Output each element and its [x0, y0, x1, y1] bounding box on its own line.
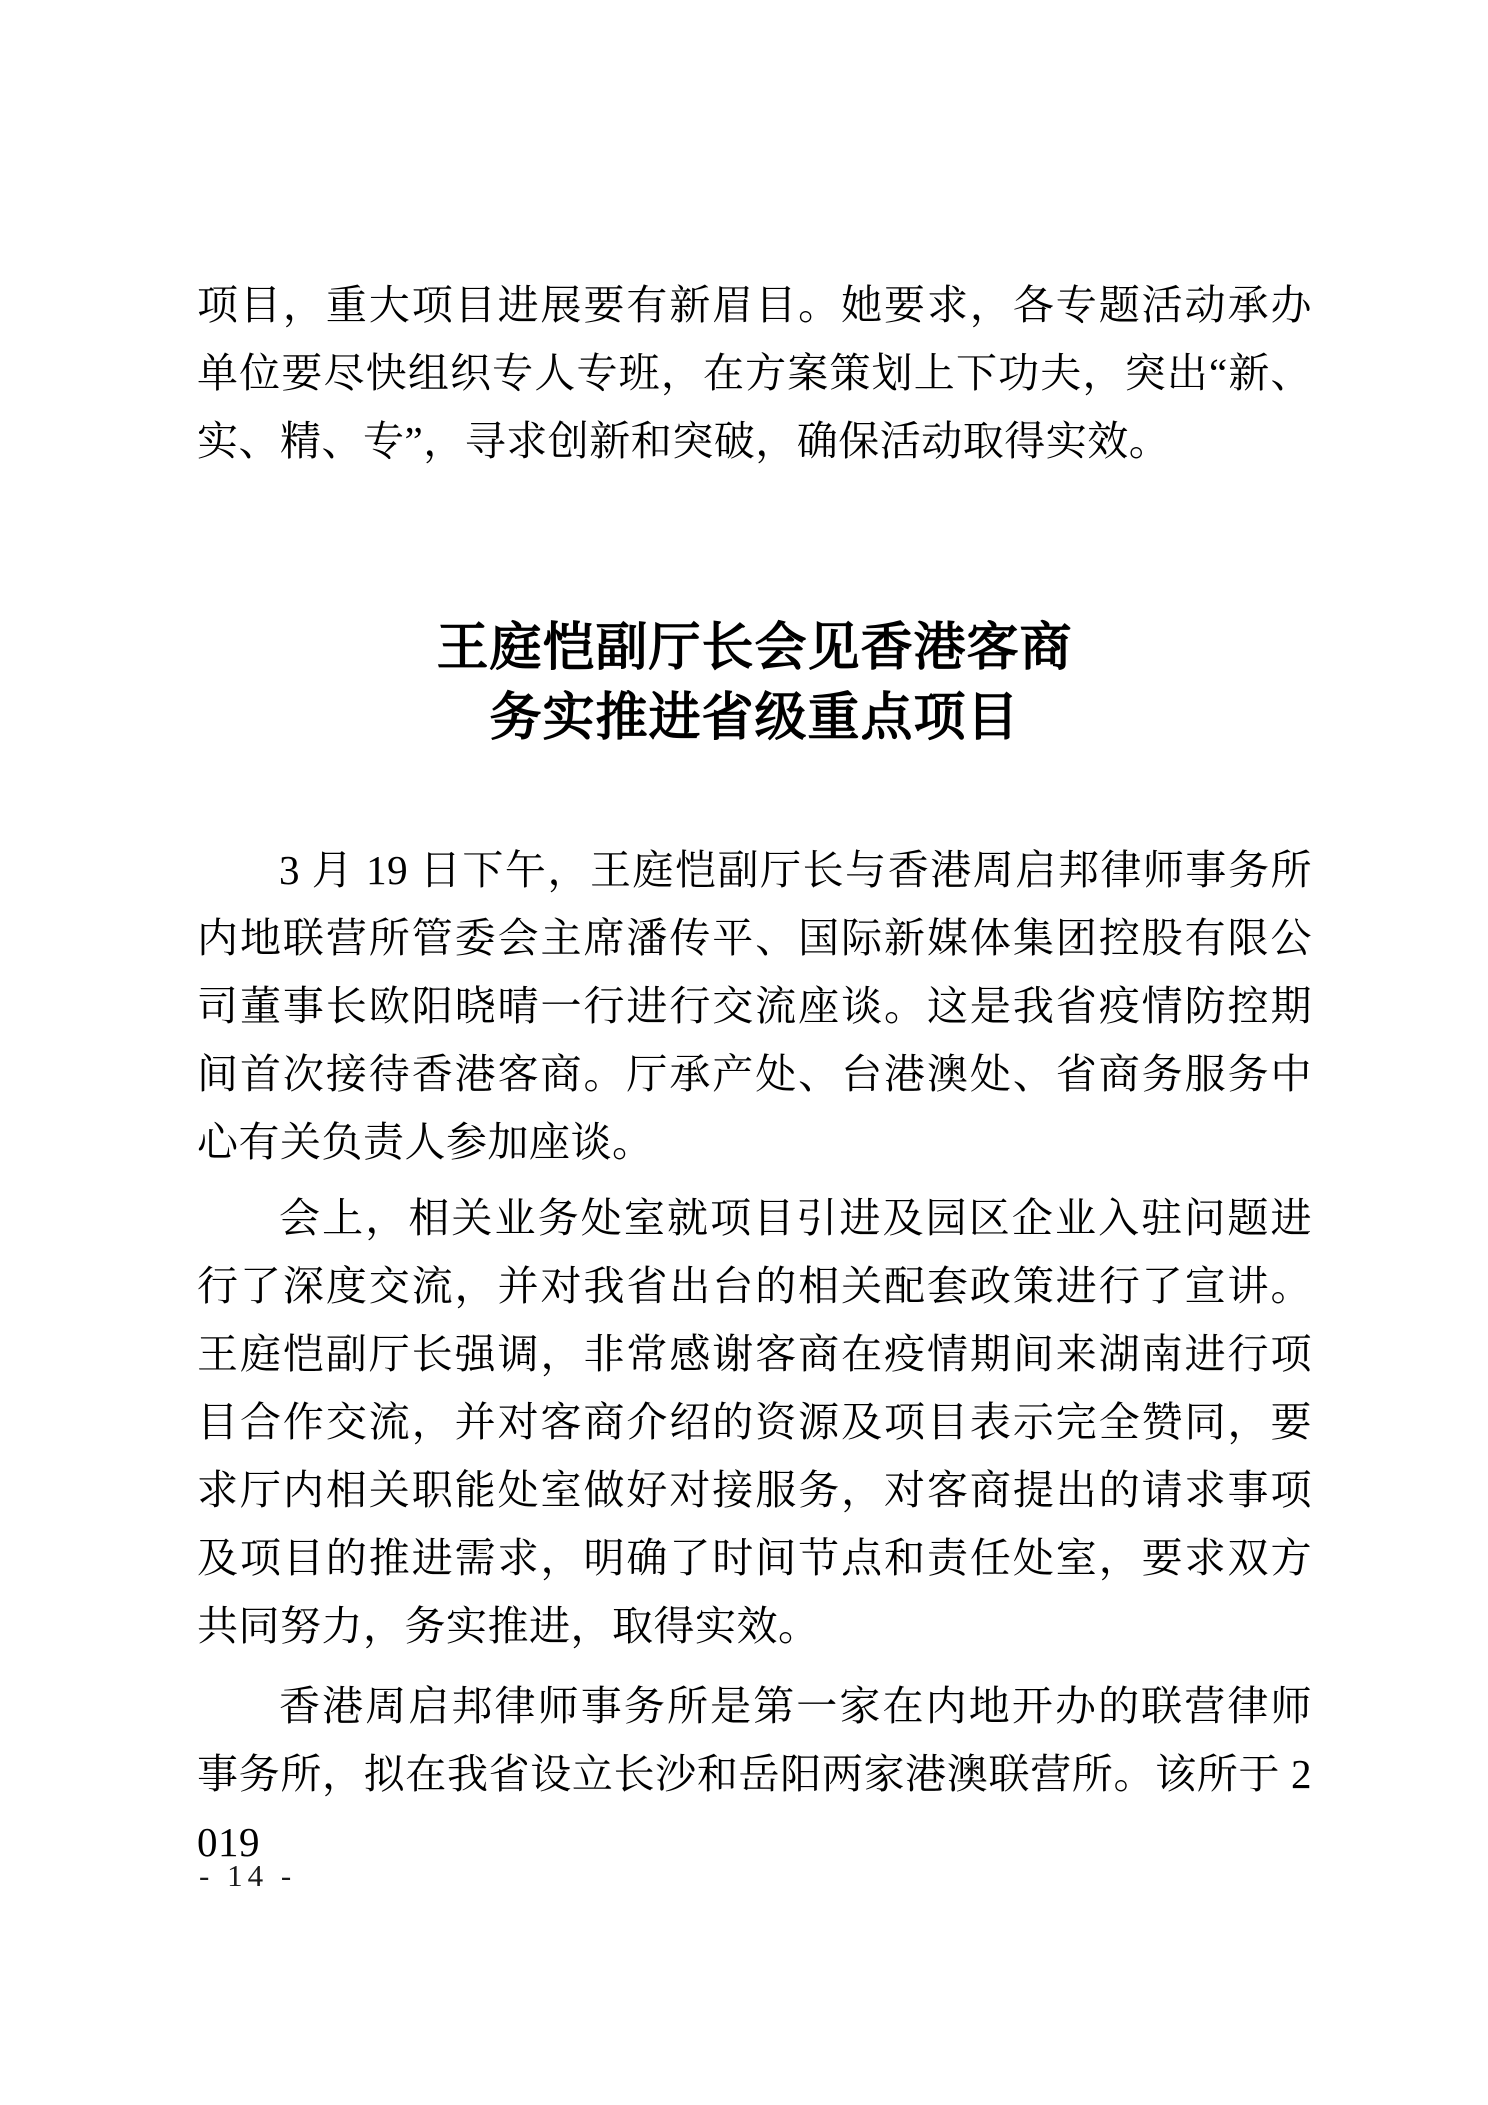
article-title-line1: 王庭恺副厅长会见香港客商	[436, 620, 1073, 677]
page-number: - 14 -	[199, 1858, 297, 1893]
article-paragraph-2: 会上，相关业务处室就项目引进及园区企业入驻问题进行了深度交流，并对我省出台的相关配套政策进行了宣讲。王庭恺副厅长强调，非常感谢客商在疫情期间来湖南进行项目合作交流，并对客商介绍的资源及项目表示完全赞同，要求厅内相关职能处室做好对接服务，对客商提出的请求事项及项目的推进需求，明确了时间节点和责任处室，要求双方共同努力，务实推进，取得实效。	[197, 1195, 1312, 1649]
article-title-line2: 务实推进省级重点项目	[489, 690, 1020, 747]
continuation-paragraph: 项目，重大项目进展要有新眉目。她要求，各专题活动承办单位要尽快组织专人专班，在方案策划上下功夫，突出“新、实、精、专”，寻求创新和突破，确保活动取得实效。	[197, 282, 1312, 464]
article-paragraph-1: 3 月 19 日下午，王庭恺副厅长与香港周启邦律师事务所内地联营所管委会主席潘传平、国际新媒体集团控股有限公司董事长欧阳晓晴一行进行交流座谈。这是我省疫情防控期间首次接待香港客商。厅承产处、台港澳处、省商务服务中心有关负责人参加座谈。	[197, 847, 1312, 1165]
article-title	[197, 614, 1312, 754]
article-paragraph-3: 香港周启邦律师事务所是第一家在内地开办的联营律师事务所，拟在我省设立长沙和岳阳两家港澳联营所。该所于 2019	[197, 1683, 1312, 1865]
page-content	[197, 271, 1312, 1876]
